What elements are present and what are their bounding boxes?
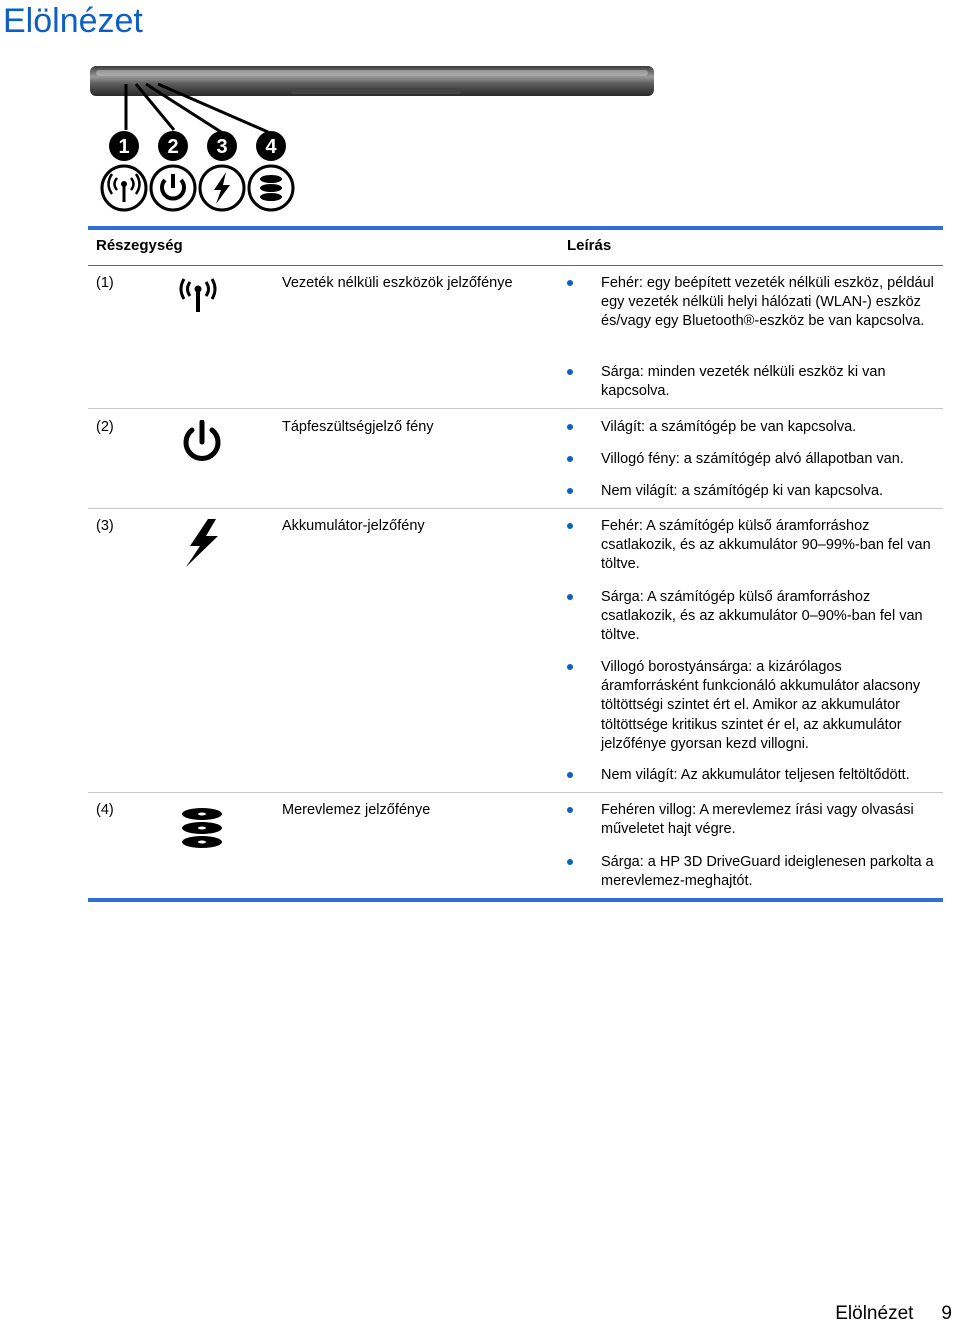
figure-battery-icon (200, 166, 244, 210)
svg-text:1: 1 (118, 136, 130, 158)
bullet-dot (567, 523, 573, 529)
page-footer (835, 1302, 952, 1326)
row-bullet: Nem világít: Az akkumulátor teljesen feltöltődött. (601, 766, 936, 785)
footer-section: Elölnézet (835, 1303, 914, 1324)
laptop-front-figure (86, 60, 656, 220)
row-divider (88, 508, 943, 509)
row-bullet: Villogó fény: a számítógép alvó állapotban van. (601, 450, 936, 469)
row-component-name: Akkumulátor-jelzőfény (282, 518, 425, 534)
row-divider (88, 408, 943, 409)
svg-text:4: 4 (265, 136, 277, 158)
row-divider (88, 792, 943, 793)
hard-drive-icon (180, 806, 224, 850)
row-bullet: Villogó borostyánsárga: a kizárólagos áramforrásként funkcionáló akkumulátor alacsony töltöttségi szintet ért el. Amikor az akkumulátor töltöttsége kritikus szintet ér el, az akkumulátor jelzőfénye gyorsan kezd villogni. (601, 658, 936, 754)
bullet-dot (567, 488, 573, 494)
callout-1 (109, 131, 139, 161)
row-component-name: Merevlemez jelzőfénye (282, 802, 431, 818)
table-bottom-rule (88, 898, 943, 902)
callout-markers (109, 131, 286, 161)
row-bullet: Világít: a számítógép be van kapcsolva. (601, 418, 936, 437)
table-header-rule (88, 265, 943, 266)
callout-3 (207, 131, 237, 161)
row-bullet: Fehér: A számítógép külső áramforráshoz csatlakozik, és az akkumulátor 90–99%-ban fel van töltve. (601, 517, 936, 575)
bullet-dot (567, 280, 573, 286)
row-bullet: Fehéren villog: A merevlemez írási vagy olvasási műveletet hajt végre. (601, 801, 936, 839)
bullet-dot (567, 456, 573, 462)
bullet-dot (567, 594, 573, 600)
page-number: 9 (941, 1303, 952, 1324)
bullet-dot (567, 424, 573, 430)
table-top-rule (88, 226, 943, 230)
row-number: (2) (96, 419, 114, 435)
callout-4 (256, 131, 286, 161)
row-component-name: Vezeték nélküli eszközök jelzőfénye (282, 275, 513, 291)
row-number: (3) (96, 518, 114, 534)
figure-power-icon (151, 166, 195, 210)
row-bullet: Sárga: A számítógép külső áramforráshoz csatlakozik, és az akkumulátor 0–90%-ban fel van töltve. (601, 588, 936, 646)
header-description: Leírás (567, 237, 612, 254)
wireless-icon (178, 278, 218, 314)
page-title: Elölnézet (3, 2, 143, 40)
row-bullet: Sárga: a HP 3D DriveGuard ideiglenesen parkolta a merevlemez-meghajtót. (601, 853, 936, 891)
figure-wireless-icon (102, 166, 146, 210)
svg-text:2: 2 (167, 136, 179, 158)
bullet-dot (567, 369, 573, 375)
row-bullet: Nem világít: a számítógép ki van kapcsolva. (601, 482, 936, 501)
row-bullet: Fehér: egy beépített vezeték nélküli eszköz, például egy vezeték nélküli helyi hálózati (WLAN-) eszköz és/vagy egy Bluetooth®-eszköz be van kapcsolva. (601, 274, 936, 332)
bullet-dot (567, 772, 573, 778)
power-icon (180, 420, 224, 466)
callout-2 (158, 131, 188, 161)
bullet-dot (567, 664, 573, 670)
row-number: (1) (96, 275, 114, 291)
bullet-dot (567, 859, 573, 865)
bullet-dot (567, 807, 573, 813)
row-number: (4) (96, 802, 114, 818)
battery-bolt-icon (184, 518, 220, 568)
row-bullet: Sárga: minden vezeték nélküli eszköz ki van kapcsolva. (601, 363, 936, 401)
figure-harddrive-icon (249, 166, 293, 210)
svg-text:3: 3 (216, 136, 228, 158)
row-component-name: Tápfeszültségjelző fény (282, 419, 434, 435)
header-component: Részegység (96, 237, 183, 254)
